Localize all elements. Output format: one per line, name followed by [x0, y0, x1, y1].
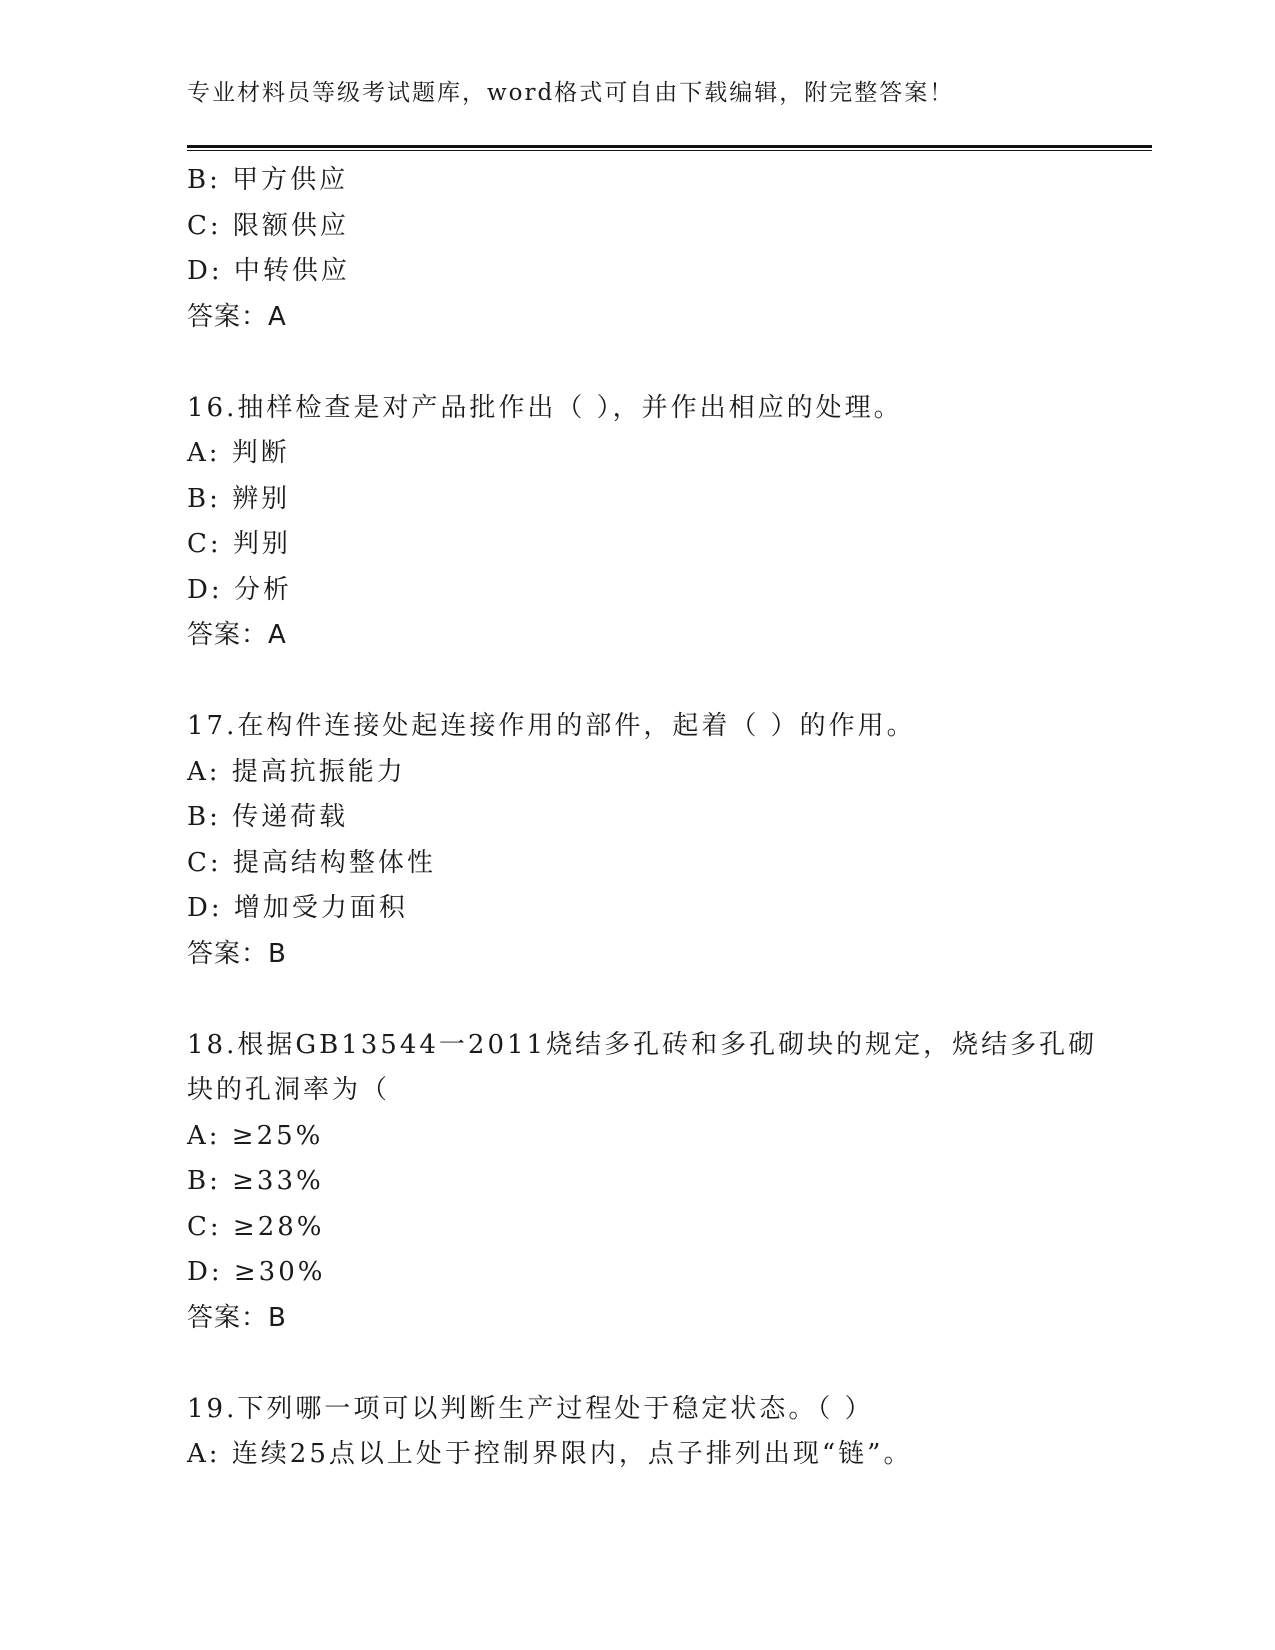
- option-b: B: 甲方供应: [187, 165, 349, 195]
- question-19: [187, 1387, 1087, 1478]
- spacer: [187, 340, 1087, 386]
- option-b: B: 传递荷载: [187, 802, 349, 832]
- question-content: [187, 158, 1098, 1478]
- answer-line: 答案：B: [187, 1302, 287, 1333]
- option-d: D: 分析: [187, 574, 292, 605]
- question-17: [187, 704, 1087, 977]
- question-18: [187, 1023, 1098, 1342]
- answer-line: 答案：A: [187, 301, 287, 332]
- question-stem: 19.下列哪一项可以判断生产过程处于稳定状态。（ ）: [187, 1393, 874, 1424]
- option-c: C: 限额供应: [187, 210, 349, 241]
- question-stem: 17.在构件连接处起连接作用的部件，起着（ ）的作用。: [187, 711, 916, 741]
- option-a: A: 连续25点以上处于控制界限内，点子排列出现“链”。: [187, 1439, 913, 1469]
- question-16: [187, 386, 1087, 659]
- option-a: A: ≥25%: [187, 1120, 324, 1151]
- option-d: D: 中转供应: [187, 256, 350, 286]
- option-d: D: 增加受力面积: [187, 893, 408, 923]
- option-a: A: 提高抗振能力: [187, 756, 406, 787]
- option-b: B: ≥33%: [187, 1166, 324, 1196]
- answer-line: 答案：A: [187, 620, 287, 650]
- option-c: C: 判别: [187, 529, 291, 559]
- question-fragment: [187, 158, 1087, 340]
- option-b: B: 辨别: [187, 483, 291, 514]
- header-rule-thin: [187, 150, 1152, 151]
- answer-line: 答案：B: [187, 938, 287, 969]
- question-stem: 16.抽样检查是对产品批作出（ ），并作出相应的处理。: [187, 392, 903, 423]
- option-c: C: ≥28%: [187, 1211, 325, 1242]
- option-a: A: 判断: [187, 438, 290, 468]
- header-rule-thick: [187, 145, 1152, 148]
- page-header: 专业材料员等级考试题库，word格式可自由下载编辑，附完整答案！: [187, 80, 955, 106]
- spacer: [187, 977, 1087, 1023]
- spacer: [187, 1341, 1087, 1387]
- option-d: D: ≥30%: [187, 1257, 326, 1287]
- question-stem: 18.根据GB13544一2011烧结多孔砖和多孔砌块的规定，烧结多孔砌: [187, 1029, 1098, 1060]
- option-c: C: 提高结构整体性: [187, 847, 436, 878]
- question-stem-continued: 块的孔洞率为（: [187, 1075, 391, 1105]
- spacer: [187, 659, 1087, 705]
